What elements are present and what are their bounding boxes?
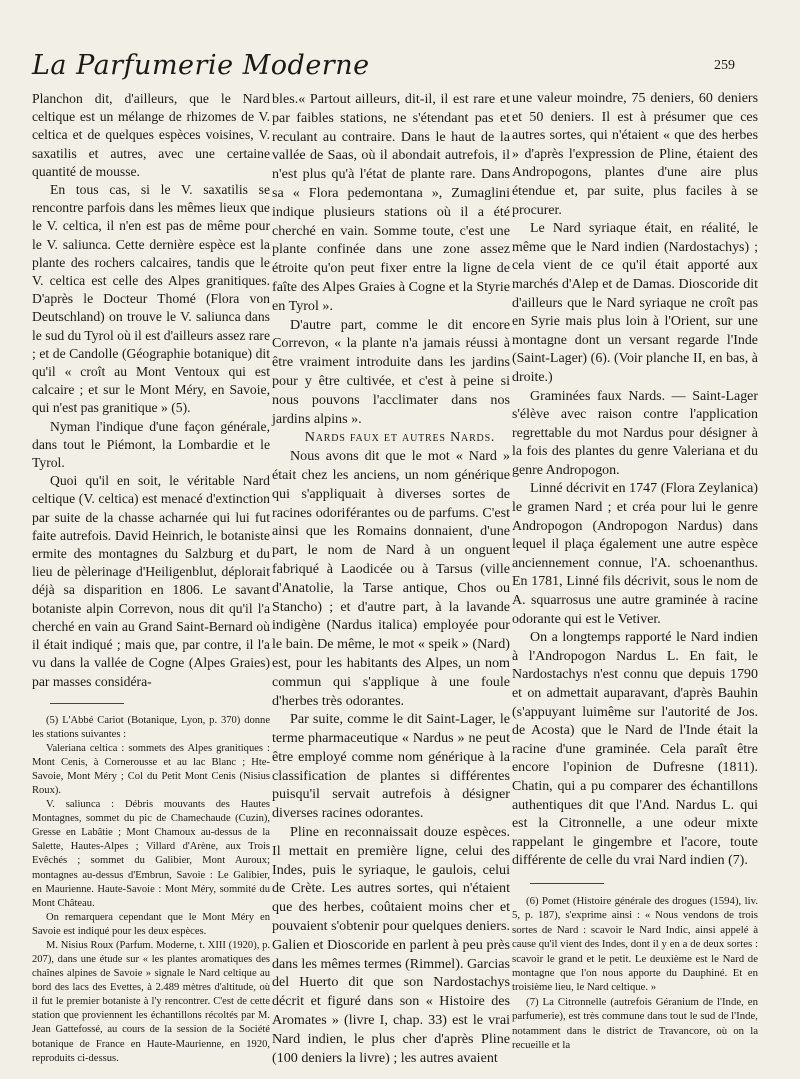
page-number: 259 xyxy=(714,58,735,73)
footnote-line: V. saliunca : Débris mouvants des Hautes Montagnes, sommet du pic de Chamechaude (Cuzin), Gresse en Labâtie ; Mont Chamoux au-dessus de la Salette, Hautes-Alpes ; Villard d'Arène, aux Trois Evêchés ; sommet du Galibier, Mont Auroux; montagnes au-dessus d'Embrun, Savoie : Le Galibier, en Maurienne. Haute-Savoie : Mont Méry, sommité du Mont Château. xyxy=(32,799,270,909)
paragraph: Le Nard syriaque était, en réalité, le même que le Nard indien (Nardostachys) ; cela vient de ce qu'il était apporté aux marchés d'Alep et de Damas. Dioscoride dit d'ailleurs que le Nard syriaque ne croît pas en Syrie mais plus loin à l'Orient, sur une montagne dont un versant regarde l'Inde (Saint-Lager) (6). (Voir planche II, en bas, à droite.) xyxy=(512,221,758,385)
paragraph: Nous avons dit que le mot « Nard » était chez les anciens, un nom générique qui s'appliquait à diverses sortes de racines odoriférantes ou de parfums. C'est ainsi que les Romains donnaient, d'une part, le nom de Nard à un onguent fabriqué à Laodicée ou à Tarsus (ville d'Anatolie, la Tarse antique, Chos ou Stancho) ; et d'autre part, à la lavande indigène (Nardus italica) employée pour le bain. De même, le mot « speik » (Nard) est, pour les habitants des Alpes, un nom commun qui s'applique à une foule d'herbes très odorantes. xyxy=(272,448,510,709)
column-3 xyxy=(512,90,758,1052)
footnote-5 xyxy=(32,714,270,1066)
paragraph: Nyman l'indique d'une façon générale, dans tout le Piémont, la Lombardie et le Tyrol. xyxy=(32,418,270,471)
paragraph: Pline en reconnaissait douze espèces. Il mettait en première ligne, celui des Indes, puis le syriaque, le gaulois, celui de Crète. Les autres sortes, qui n'étaient que des herbes, coûtaient moins cher et pouvaient s'obtenir pour quelques deniers. Galien et Dioscoride en parlent à peu près dans les mêmes termes (Rimmel). Garcias del Huerto dit que son Nardostachys décrit et figuré dans son « Histoire des Aromates » (livre I, chap. 33) est le vrai Nard indien, le plus cher d'après Pline (100 deniers la livre) ; les autres avaient xyxy=(272,824,510,1066)
footnotes-6-7 xyxy=(512,894,758,1052)
paragraph: Graminées faux Nards. — Saint-Lager s'élève avec raison contre l'application regrettable du mot Nardus pour désigner à la fois des plantes du genre Valeriana et du genre Andropogon. xyxy=(512,388,758,478)
paragraph: D'autre part, comme le dit encore Correvon, « la plante n'a jamais réussi à être vraiment introduite dans les jardins pour y être cultivée, et c'est à peine si nous pouvons l'acclimater dans nos jardins alpins ». xyxy=(272,316,510,427)
footnote-line: M. Nisius Roux (Parfum. Moderne, t. XIII (1920), p. 207), dans une étude sur « les plantes aromatiques des chaînes alpines de Savoie » signale le Nard celtique au bord des lacs des Evettes, à 2.489 mètres d'altitude, où il fut le premier botaniste à l'y rencontrer. C'est de cette station que proviennent les échantillons récoltés par M. Jean Gattefossé, au cours de la session de la Société botanique de France en Haute-Maurienne, en 1920, reproduits ci-dessus. xyxy=(32,939,270,1064)
footnote-rule xyxy=(530,883,604,884)
journal-masthead: La Parfumerie Moderne xyxy=(32,50,370,81)
footnote-line: Valeriana celtica : sommets des Alpes granitiques : Mont Cenis, à Cornerousse et au lac Blanc ; Hte-Savoie, Mont Méry ; Col du Petit Mont Cenis (Nisius Roux). xyxy=(32,742,270,797)
paragraph: Par suite, comme le dit Saint-Lager, le terme pharmaceutique « Nardus » ne peut être employé comme nom générique à la classification de plantes si différentes puisqu'il servait autrefois à désigner diverses racines odorantes. xyxy=(272,711,510,822)
footnote-line: (5) L'Abbé Cariot (Botanique, Lyon, p. 370) donne les stations suivantes : xyxy=(32,714,270,740)
section-heading: Nards faux et autres Nards. xyxy=(304,429,496,446)
column-2 xyxy=(272,90,510,1067)
paragraph: On a longtemps rapporté le Nard indien à l'Andropogon Nardus L. En fait, le Nardostachys n'est connu que depuis 1790 et on admettait auparavant, d'après Bauhin (s'appuyant luimême sur l'autorité de Jos. de Acosta) que le Nard de l'Inde était la racine d'une graminée. Cela paraît être encore l'opinion de Dufresne (1811). Chatin, qui a pu comparer des échantillons authentiques dit que l'And. Nardus L. qui est la Citronnelle, a une odeur mixte rappelant le gingembre et l'acore, toute différente de celle du vrai Nard indien (7). xyxy=(512,630,758,869)
paragraph: Planchon dit, d'ailleurs, que le Nard celtique est un mélange de rhizomes de V. celtica et de quelques espèces voisines, V. saxatilis et autres, avec une certaine quantité de mousse. xyxy=(32,91,270,179)
paragraph: Linné décrivit en 1747 (Flora Zeylanica) le gramen Nard ; et créa pour lui le genre Andropogon (Andropogon Nardus) dans lequel il plaça également une autre espèce anciennement connue, l'A. schoenanthus. En 1781, Linné fils décrivit, sous le nom de A. squarrosus une autre graminée à racine odorante qui est le Vetiver. xyxy=(512,481,758,627)
footnote-rule xyxy=(50,703,124,704)
paragraph: une valeur moindre, 75 deniers, 60 deniers et 50 deniers. Il est à présumer que ces autres sortes, qui n'étaient « que des herbes » d'après l'expression de Pline, étaient des Andropogons, plantes d'une aire plus étendue et, par suite, plus faciles à se procurer. xyxy=(512,91,758,218)
footnote-line: (6) Pomet (Histoire générale des drogues (1594), liv. 5, p. 187), s'exprime ainsi : « Nous vendons de trois sortes de Nard : scavoir le Nard Indic, ainsi appelé à cause qu'il vient des Indes, dont il y en a de deux sortes : scavoir le grand et le petit. Le deuxième est le Nard de montagne que l'on nous apporte du Dauphiné. Et en troisième lieu, le Nard celtique. » xyxy=(512,894,758,994)
paragraph: bles.« Partout ailleurs, dit-il, il est rare et par faibles stations, ne s'étendant pas et reculant au contraire. Dans le haut de la vallée de Saas, où il abondait autrefois, il n'est plus qu'à l'état de plante rare. Dans sa « Flora pedemontana », Zumaglini indique plusieurs stations où il a été cherché en vain. Somme toute, c'est une plante confinée dans une zone assez étroite qu'on peut fixer entre la ligne de faîte des Alpes Graies à Cogne et la Styrie en Tyrol ». xyxy=(272,91,510,314)
footnote-line: (7) La Citronnelle (autrefois Géranium de l'Inde, en parfumerie), est très commune dans tout le sud de l'Inde, notamment dans le district de Travancore, où on la recueille et la xyxy=(512,995,758,1051)
paragraph: En tous cas, si le V. saxatilis se rencontre parfois dans les mêmes lieux que le V. celtica, il n'en est pas de même pour le V. saliunca. Cette dernière espèce est la plante des rochers calcaires, tandis que le V. celtica est celle des Alpes granitiques. D'après le Docteur Thomé (Flora von Deutschland) on trouve le V. saliunca dans le sud du Tyrol où il est d'ailleurs assez rare ; et de Candolle (Géographie botanique) dit qu'il « croît au Mont Ventoux qui est calcaire ; et sur le Mont Méry, en Savoie, qui n'est pas granitique » (5). xyxy=(32,182,271,416)
paragraph: Quoi qu'il en soit, le véritable Nard celtique (V. celtica) est menacé d'extinction par suite de la chasse acharnée qui lui fut faite autrefois. David Heinrich, le botaniste ermite des montagnes du Salzburg et du lieu de pèlerinage d'Heiligenblut, déplorait déjà sa disparition en 1806. Le savant botaniste alpin Correvon, nous dit qu'il l'a cherché en vain au Grand Saint-Bernard où il était indiqué ; mais que, par contre, il l'a vu dans la vallée de Cogne (Alpes Graies) par masses considéra- xyxy=(32,473,270,689)
column-1 xyxy=(32,90,270,1066)
footnote-line: On remarquera cependant que le Mont Méry en Savoie est indiqué pour les deux espèces. xyxy=(32,911,270,937)
